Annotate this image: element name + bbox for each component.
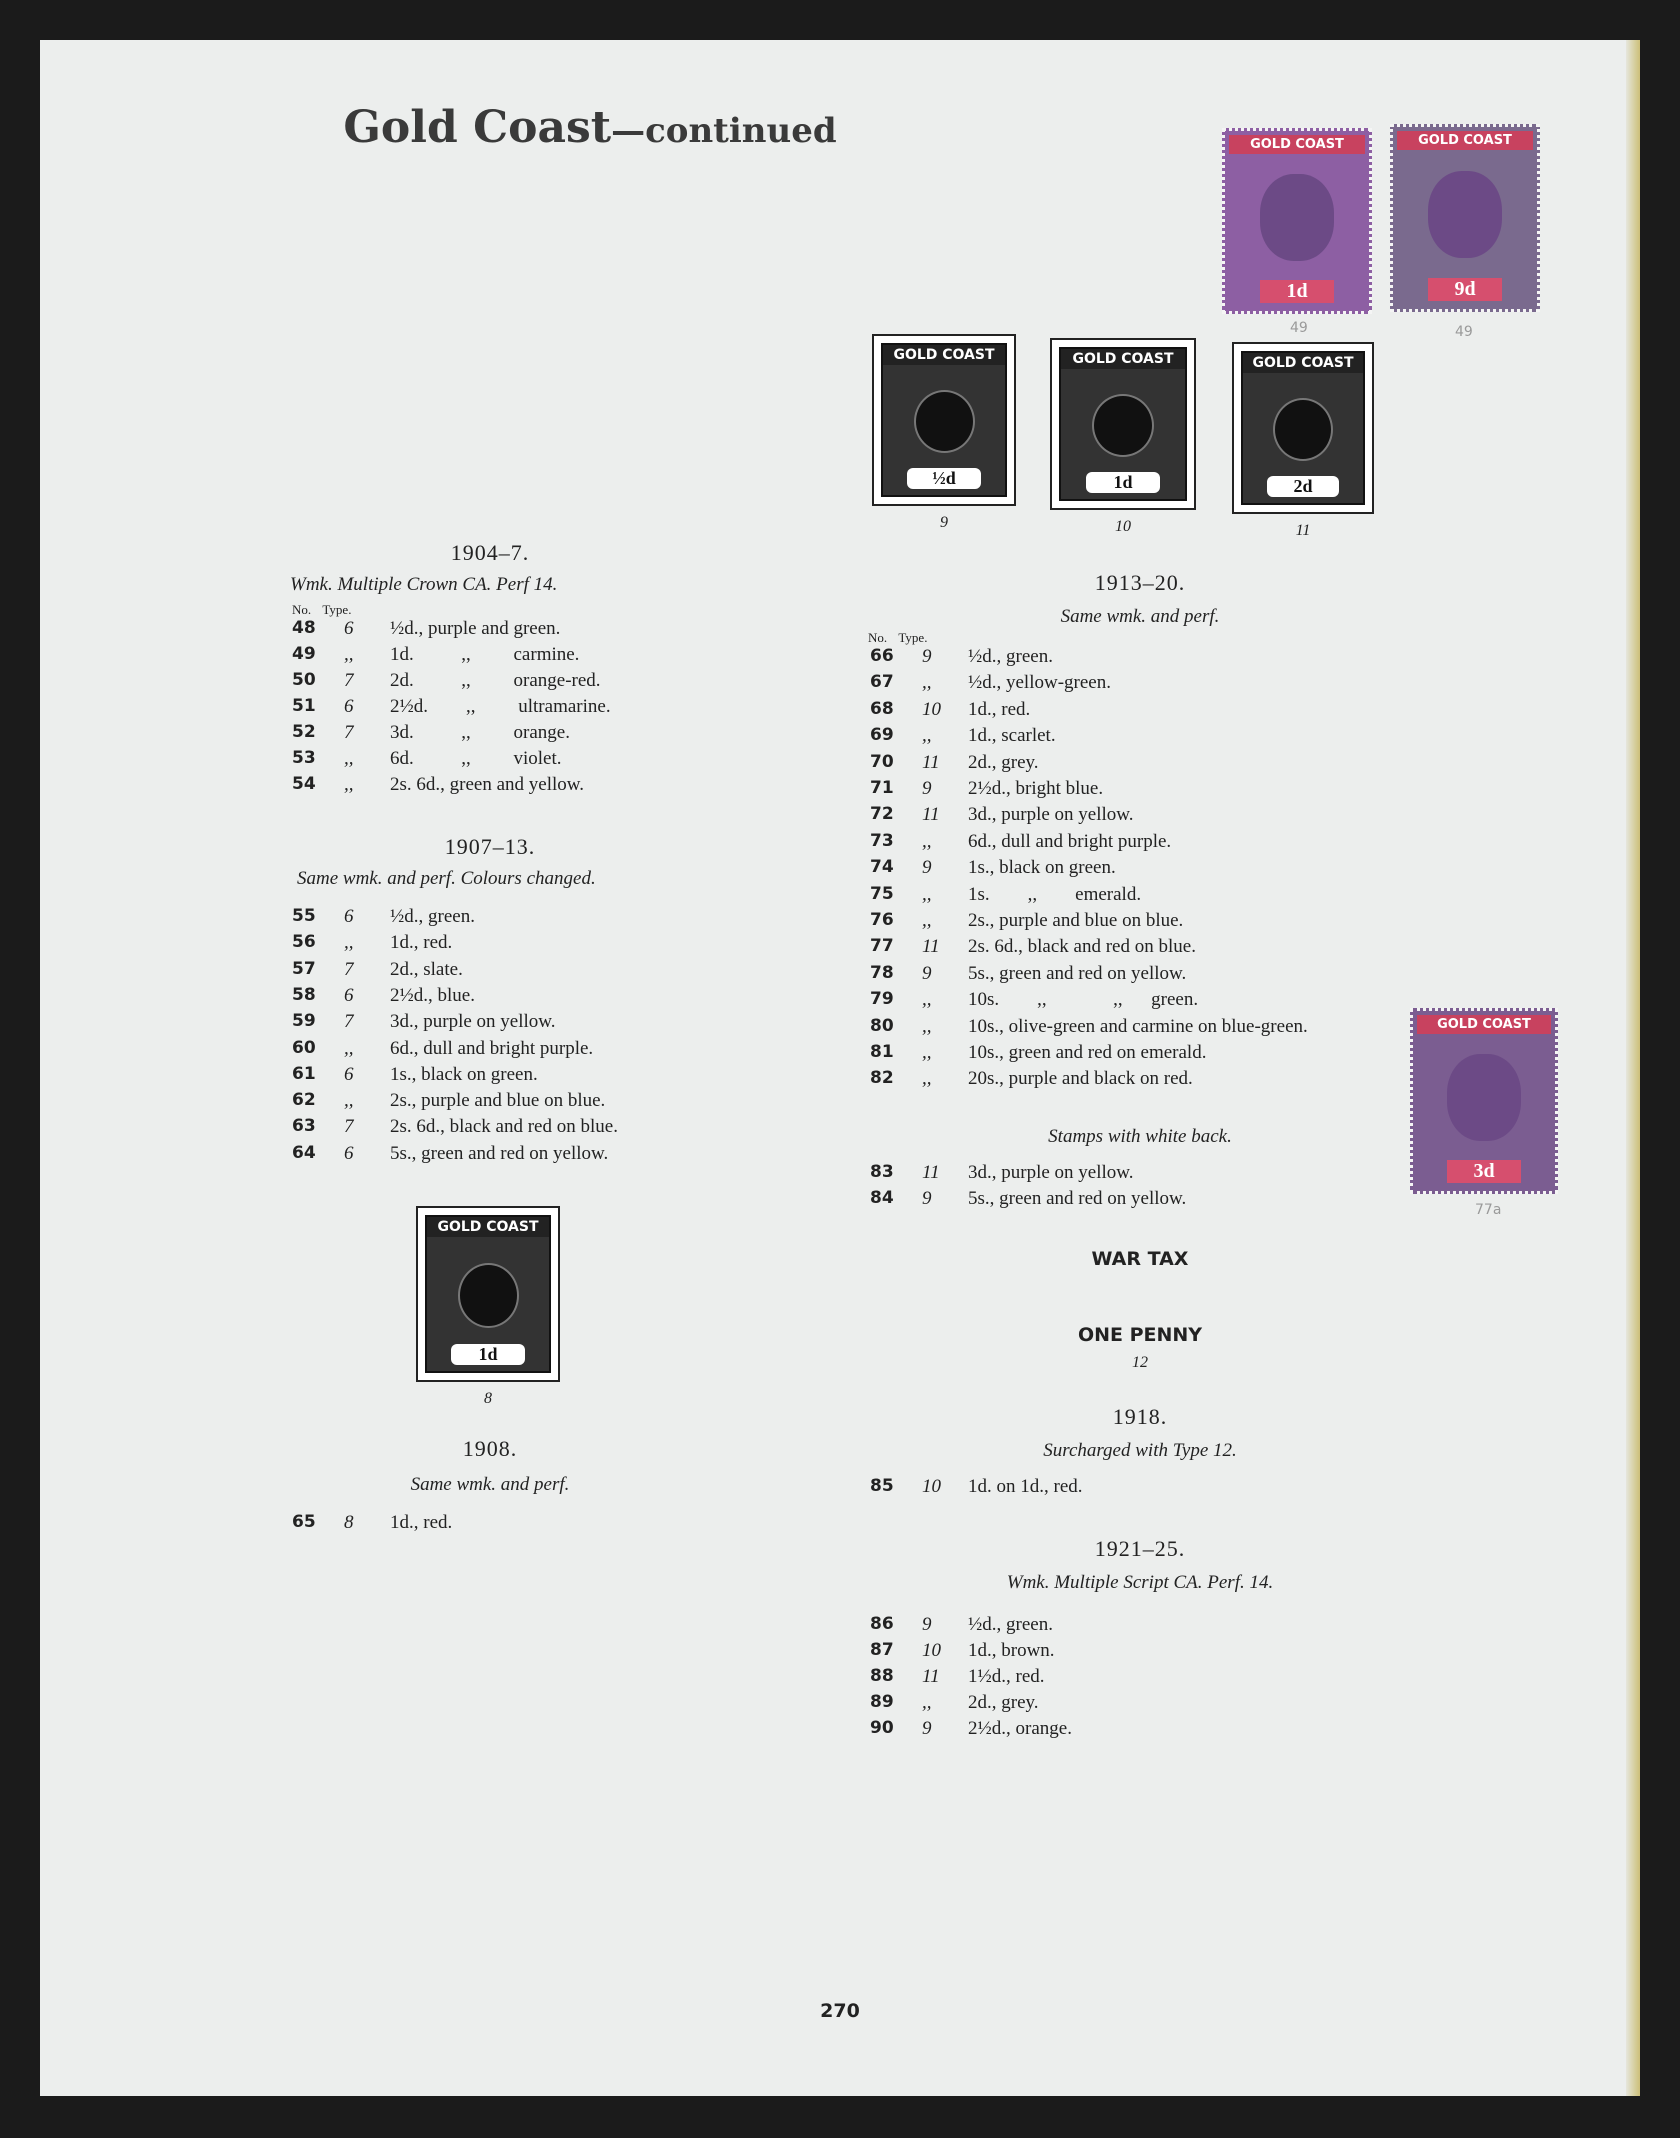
catalogue-number: 78 <box>870 962 894 983</box>
catalogue-description: 2s., purple and blue on blue. <box>390 1090 606 1112</box>
catalogue-type: ,, <box>922 672 932 694</box>
catalogue-number: 87 <box>870 1640 894 1660</box>
stamp-label: GOLD COAST <box>1417 1015 1551 1034</box>
page-gutter <box>1626 40 1640 2096</box>
section-year-1907: 1907–13. <box>444 834 536 859</box>
catalogue-number: 80 <box>870 1015 894 1036</box>
figure-caption: 9 <box>940 514 948 531</box>
catalogue-number: 70 <box>870 751 894 772</box>
catalogue-type: ,, <box>922 725 932 747</box>
catalogue-number: 83 <box>870 1162 894 1182</box>
catalogue-type: ,, <box>922 830 932 852</box>
stamp-value: ½d <box>907 468 980 489</box>
catalogue-type: 9 <box>922 857 932 879</box>
title-main: Gold Coast <box>343 102 612 153</box>
catalogue-number: 64 <box>292 1142 316 1163</box>
catalogue-type: ,, <box>344 774 354 795</box>
section-note: Wmk. Multiple Script CA. Perf. 14. <box>1006 1572 1274 1593</box>
pencil-note: 49 <box>1455 324 1473 340</box>
catalogue-type: 11 <box>922 751 940 773</box>
catalogue-row <box>870 884 1430 910</box>
catalogue-row <box>870 1162 1430 1188</box>
catalogue-type: ,, <box>922 1692 932 1713</box>
stamp-label: GOLD COAST <box>883 345 1005 365</box>
catalogue-type: 6 <box>344 1063 354 1085</box>
title-suffix: —continued <box>611 111 837 151</box>
catalogue-description: 5s., green and red on yellow. <box>390 1142 609 1164</box>
mounted-stamp-3d <box>1410 1008 1558 1194</box>
section-note: Surcharged with Type 12. <box>1043 1440 1237 1461</box>
catalogue-description: 2s. 6d., black and red on blue. <box>968 936 1196 958</box>
catalogue-number: 77 <box>870 936 894 957</box>
catalogue-row <box>870 1614 1430 1640</box>
catalogue-number: 63 <box>292 1116 316 1137</box>
catalogue-description: ½d., green. <box>390 906 475 927</box>
catalogue-row <box>870 963 1430 989</box>
catalogue-number: 69 <box>870 725 894 746</box>
catalogue-row <box>292 985 852 1011</box>
stamp-label: GOLD COAST <box>1243 353 1363 373</box>
catalogue-type: 9 <box>922 1718 932 1739</box>
catalogue-number: 90 <box>870 1718 894 1738</box>
catalogue-number: 66 <box>870 646 894 666</box>
catalogue-description: ½d., green. <box>968 1614 1053 1635</box>
catalogue-row <box>292 670 852 696</box>
figure-caption: 10 <box>1115 518 1131 535</box>
catalogue-type: ,, <box>922 1042 932 1063</box>
catalogue-row <box>292 1064 852 1090</box>
catalogue-type: ,, <box>922 1015 932 1037</box>
stamp-value: 1d <box>1260 280 1335 303</box>
catalogue-description: 1d. on 1d., red. <box>968 1476 1083 1497</box>
mounted-stamp-1d <box>1222 128 1372 314</box>
catalogue-type: ,, <box>344 748 354 769</box>
catalogue-number: 73 <box>870 830 894 851</box>
catalogue-row <box>870 1042 1430 1068</box>
catalogue-type: 7 <box>344 958 354 980</box>
catalogue-description: 10s., green and red on emerald. <box>968 1042 1207 1063</box>
catalogue-row <box>292 748 852 774</box>
catalogue-row <box>870 857 1430 883</box>
catalogue-description: 2d. ,, orange-red. <box>390 670 601 691</box>
stamp-illustration-type-9 <box>872 334 1016 506</box>
catalogue-number: 86 <box>870 1614 894 1634</box>
catalogue-type: ,, <box>344 1090 354 1112</box>
section-year-1908: 1908. <box>462 1436 518 1461</box>
catalogue-row <box>870 1188 1430 1214</box>
surcharge-one-penny: ONE PENNY <box>1077 1324 1203 1346</box>
catalogue-type: 6 <box>344 618 354 639</box>
section-year-1921: 1921–25. <box>1094 1536 1186 1561</box>
section-note: Stamps with white back. <box>1048 1126 1232 1147</box>
catalogue-row <box>292 644 852 670</box>
catalogue-number: 61 <box>292 1063 316 1084</box>
catalogue-description: 10s. ,, ,, green. <box>968 989 1199 1011</box>
album-page <box>40 40 1640 2096</box>
catalogue-description: 6d., dull and bright purple. <box>390 1037 594 1059</box>
catalogue-type: 7 <box>344 1011 354 1033</box>
catalogue-number: 85 <box>870 1476 894 1496</box>
catalogue-number: 54 <box>292 774 316 794</box>
catalogue-row <box>870 989 1430 1015</box>
surcharge-war-tax: WAR TAX <box>1091 1248 1189 1270</box>
catalogue-type: 11 <box>922 804 940 826</box>
catalogue-type: 7 <box>344 670 354 691</box>
catalogue-number: 74 <box>870 857 894 878</box>
figure-caption: 12 <box>1132 1354 1148 1371</box>
catalogue-number: 68 <box>870 698 894 719</box>
catalogue-type: 10 <box>922 1640 941 1661</box>
catalogue-number: 50 <box>292 670 316 690</box>
catalogue-type: ,, <box>344 932 354 954</box>
catalogue-description: 1d. ,, carmine. <box>390 644 580 665</box>
catalogue-number: 51 <box>292 696 316 716</box>
figure-caption: 8 <box>484 1390 492 1407</box>
section-note: Same wmk. and perf. <box>1060 606 1220 627</box>
catalogue-row <box>870 1068 1430 1094</box>
catalogue-description: ½d., yellow-green. <box>968 672 1111 694</box>
catalogue-description: 6d., dull and bright purple. <box>968 830 1172 852</box>
catalogue-number: 59 <box>292 1011 316 1032</box>
catalogue-number: 89 <box>870 1692 894 1712</box>
catalogue-number: 67 <box>870 672 894 693</box>
catalogue-row <box>292 1038 852 1064</box>
catalogue-number: 81 <box>870 1042 894 1062</box>
catalogue-number: 56 <box>292 932 316 953</box>
catalogue-number: 65 <box>292 1512 316 1532</box>
king-portrait-icon <box>458 1263 519 1328</box>
catalogue-type: 10 <box>922 1476 941 1497</box>
col-header-no: No. <box>292 602 312 617</box>
catalogue-number: 71 <box>870 778 894 798</box>
catalogue-description: 20s., purple and black on red. <box>968 1068 1193 1090</box>
catalogue-description: 2½d., orange. <box>968 1718 1072 1739</box>
catalogue-type: 9 <box>922 778 932 799</box>
catalogue-description: 1s., black on green. <box>968 857 1116 879</box>
pencil-note: 77a <box>1475 1202 1502 1218</box>
catalogue-type: 7 <box>344 722 354 743</box>
catalogue-row <box>292 1090 852 1116</box>
catalogue-row <box>292 1011 852 1037</box>
catalogue-description: 6d. ,, violet. <box>390 748 562 769</box>
catalogue-row <box>870 831 1430 857</box>
catalogue-type: 6 <box>344 696 354 717</box>
catalogue-description: 3d., purple on yellow. <box>968 804 1134 826</box>
stamp-illustration-type-10 <box>1050 338 1196 510</box>
catalogue-type: 11 <box>922 936 940 958</box>
stamp-value: 1d <box>451 1344 524 1365</box>
catalogue-row <box>870 646 1430 672</box>
catalogue-number: 48 <box>292 618 316 638</box>
catalogue-description: 3d., purple on yellow. <box>390 1011 556 1033</box>
catalogue-type: 11 <box>922 1666 940 1687</box>
catalogue-description: 2½d., blue. <box>390 984 475 1006</box>
catalogue-row <box>870 699 1430 725</box>
king-portrait-icon <box>1260 174 1335 260</box>
catalogue-type: 9 <box>922 1188 932 1209</box>
catalogue-row <box>870 1016 1430 1042</box>
catalogue-description: ½d., green. <box>968 646 1053 667</box>
catalogue-type: 10 <box>922 698 941 720</box>
catalogue-number: 52 <box>292 722 316 742</box>
section-note: Wmk. Multiple Crown CA. Perf 14. <box>290 574 558 595</box>
catalogue-number: 49 <box>292 644 316 664</box>
catalogue-type: ,, <box>344 644 354 665</box>
catalogue-number: 57 <box>292 958 316 979</box>
catalogue-row <box>870 1692 1430 1718</box>
catalogue-description: 5s., green and red on yellow. <box>968 962 1187 984</box>
catalogue-type: 9 <box>922 646 932 667</box>
catalogue-row <box>292 774 852 800</box>
king-portrait-icon <box>1447 1054 1521 1140</box>
catalogue-row <box>870 1718 1430 1744</box>
section-note: Same wmk. and perf. <box>410 1474 570 1495</box>
king-portrait-icon <box>1428 171 1503 258</box>
catalogue-description: ½d., purple and green. <box>390 618 561 639</box>
catalogue-type: 7 <box>344 1116 354 1138</box>
catalogue-description: 2s. 6d., black and red on blue. <box>390 1116 618 1138</box>
catalogue-description: 1d., red. <box>390 1512 453 1533</box>
catalogue-description: 1d., brown. <box>968 1640 1055 1661</box>
catalogue-row <box>870 804 1430 830</box>
stamp-label: GOLD COAST <box>427 1217 549 1237</box>
catalogue-number: 75 <box>870 883 894 904</box>
column-header <box>868 630 927 646</box>
catalogue-row <box>292 618 852 644</box>
figure-caption: 11 <box>1295 522 1311 539</box>
section-year-1904: 1904–7. <box>450 540 530 565</box>
catalogue-row <box>870 1476 1430 1502</box>
catalogue-row <box>292 1512 852 1538</box>
mounted-stamp-9d <box>1390 124 1540 312</box>
catalogue-row <box>870 725 1430 751</box>
king-portrait-icon <box>914 390 975 453</box>
stamp-illustration-type-8 <box>416 1206 560 1382</box>
catalogue-number: 55 <box>292 906 316 926</box>
column-header <box>292 602 351 618</box>
catalogue-row <box>870 1666 1430 1692</box>
catalogue-type: 6 <box>344 906 354 927</box>
section-year-1913: 1913–20. <box>1094 570 1186 595</box>
catalogue-type: ,, <box>922 910 932 931</box>
catalogue-number: 88 <box>870 1666 894 1686</box>
stamp-value: 1d <box>1086 472 1160 493</box>
catalogue-row <box>292 906 852 932</box>
catalogue-row <box>870 672 1430 698</box>
catalogue-number: 84 <box>870 1188 894 1208</box>
catalogue-number: 58 <box>292 984 316 1005</box>
catalogue-row <box>870 936 1430 962</box>
catalogue-type: 9 <box>922 962 932 984</box>
catalogue-description: 2½d., bright blue. <box>968 778 1104 799</box>
catalogue-description: 1d., red. <box>390 932 453 954</box>
catalogue-row <box>292 932 852 958</box>
catalogue-description: 5s., green and red on yellow. <box>968 1188 1187 1209</box>
stamp-value: 2d <box>1267 476 1339 497</box>
catalogue-description: 2d., grey. <box>968 1692 1039 1713</box>
catalogue-number: 53 <box>292 748 316 768</box>
catalogue-type: 9 <box>922 1614 932 1635</box>
catalogue-row <box>870 1640 1430 1666</box>
stamp-label: GOLD COAST <box>1397 131 1533 150</box>
page-title <box>40 102 1140 153</box>
catalogue-row <box>870 752 1430 778</box>
section-year-1918: 1918. <box>1112 1404 1168 1429</box>
catalogue-description: 2s., purple and blue on blue. <box>968 910 1184 931</box>
king-portrait-icon <box>1273 398 1333 461</box>
catalogue-number: 60 <box>292 1037 316 1058</box>
catalogue-type: ,, <box>344 1037 354 1059</box>
stamp-label: GOLD COAST <box>1229 135 1365 154</box>
catalogue-description: 1d., scarlet. <box>968 725 1056 747</box>
catalogue-description: 2d., slate. <box>390 958 463 980</box>
catalogue-description: 1d., red. <box>968 698 1031 720</box>
catalogue-row <box>292 696 852 722</box>
section-note: Same wmk. and perf. Colours changed. <box>297 868 596 889</box>
stamp-label: GOLD COAST <box>1061 349 1185 369</box>
catalogue-description: 1½d., red. <box>968 1666 1045 1687</box>
stamp-illustration-type-11 <box>1232 342 1374 514</box>
catalogue-description: 2½d. ,, ultramarine. <box>390 696 611 717</box>
catalogue-number: 79 <box>870 989 894 1010</box>
catalogue-number: 72 <box>870 804 894 825</box>
pencil-note: 49 <box>1290 320 1308 336</box>
catalogue-type: ,, <box>922 883 932 905</box>
king-portrait-icon <box>1092 394 1154 457</box>
col-header-type: Type. <box>898 630 928 645</box>
catalogue-description: 3d., purple on yellow. <box>968 1162 1134 1183</box>
catalogue-description: 2s. 6d., green and yellow. <box>390 774 584 795</box>
catalogue-type: ,, <box>922 989 932 1011</box>
catalogue-type: 11 <box>922 1162 940 1183</box>
catalogue-description: 1s., black on green. <box>390 1063 538 1085</box>
col-header-no: No. <box>868 630 888 645</box>
catalogue-row <box>292 1116 852 1142</box>
stamp-value: 3d <box>1447 1160 1521 1183</box>
catalogue-number: 62 <box>292 1090 316 1111</box>
catalogue-description: 2d., grey. <box>968 751 1039 773</box>
stamp-value: 9d <box>1428 278 1503 301</box>
catalogue-description: 3d. ,, orange. <box>390 722 570 743</box>
catalogue-type: ,, <box>922 1068 932 1090</box>
catalogue-type: 8 <box>344 1512 354 1533</box>
col-header-type: Type. <box>322 602 352 617</box>
catalogue-type: 6 <box>344 984 354 1006</box>
catalogue-type: 6 <box>344 1142 354 1164</box>
catalogue-row <box>292 722 852 748</box>
catalogue-row <box>292 1143 852 1169</box>
catalogue-row <box>292 959 852 985</box>
page-number: 270 <box>820 2000 860 2022</box>
catalogue-number: 76 <box>870 910 894 930</box>
catalogue-description: 1s. ,, emerald. <box>968 883 1142 905</box>
catalogue-row <box>870 778 1430 804</box>
catalogue-row <box>870 910 1430 936</box>
catalogue-description: 10s., olive-green and carmine on blue-green. <box>968 1015 1308 1037</box>
catalogue-number: 82 <box>870 1068 894 1089</box>
